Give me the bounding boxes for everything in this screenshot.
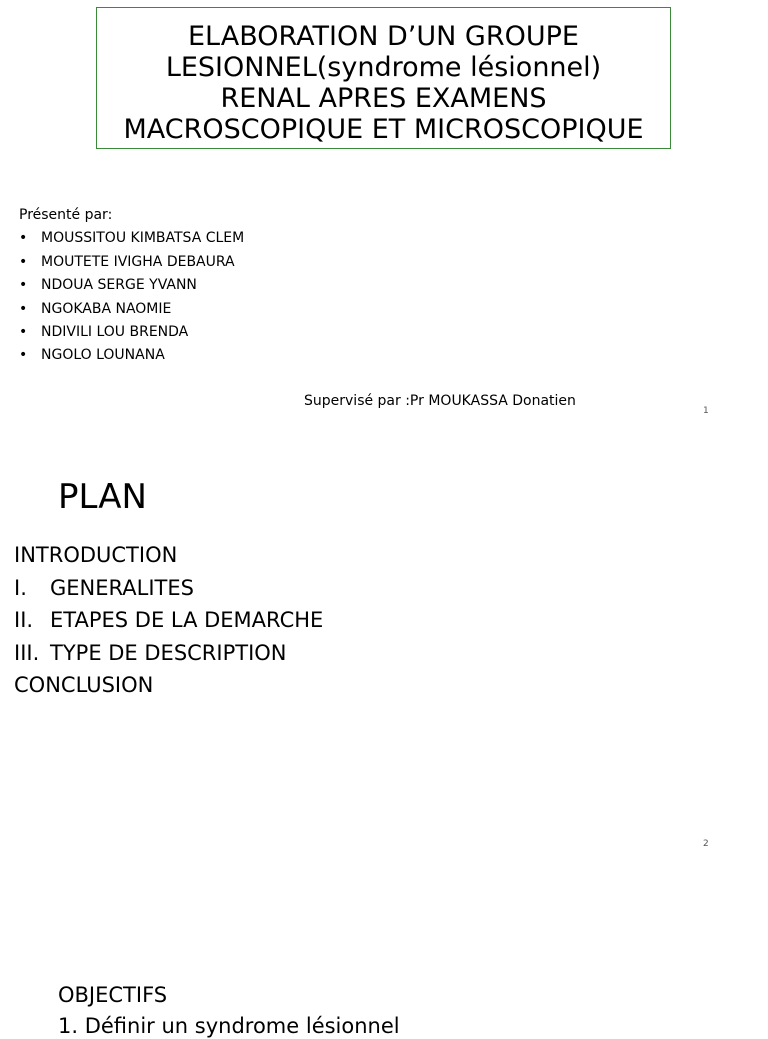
plan-item-number: II. xyxy=(14,608,34,632)
plan-item-number: I. xyxy=(14,575,27,600)
slide-3 xyxy=(0,870,768,1038)
plan-item-text: GENERALITES xyxy=(50,575,194,600)
plan-item xyxy=(14,637,323,670)
presenters-list xyxy=(19,227,244,367)
slide-title-box xyxy=(96,7,671,149)
presenter-name: MOUTETE IVIGHA DEBAURA xyxy=(41,253,235,270)
title-line: ELABORATION D’UN GROUPE xyxy=(188,21,579,52)
objectives-title: OBJECTIFS xyxy=(58,983,168,1007)
plan-item xyxy=(14,572,323,605)
plan-item xyxy=(14,604,323,637)
list-item xyxy=(19,298,244,321)
presenters-block xyxy=(19,204,244,368)
title-line: RENAL APRES EXAMENS xyxy=(220,83,547,114)
objective-item: 1. Définir un syndrome lésionnel xyxy=(58,1014,400,1038)
plan-title: PLAN xyxy=(58,477,147,517)
slide-1 xyxy=(0,0,768,430)
bullet-icon: • xyxy=(19,347,28,364)
page-number: 2 xyxy=(703,839,709,849)
plan-item-text: ETAPES DE LA DEMARCHE xyxy=(50,608,324,632)
plan-item-text: CONCLUSION xyxy=(14,673,154,697)
list-item xyxy=(19,344,244,367)
bullet-icon: • xyxy=(19,324,28,341)
presenters-label: Présenté par: xyxy=(19,207,113,223)
list-item xyxy=(19,321,244,344)
presenter-name: NDOUA SERGE YVANN xyxy=(41,277,197,294)
supervisor-line: Supervisé par :Pr MOUKASSA Donatien xyxy=(304,393,576,409)
presenter-name: NGOKABA NAOMIE xyxy=(41,300,172,317)
plan-item-text: INTRODUCTION xyxy=(14,543,178,567)
plan-item xyxy=(14,539,323,572)
list-item xyxy=(19,227,244,250)
bullet-icon: • xyxy=(19,230,28,247)
presenter-name: MOUSSITOU KIMBATSA CLEM xyxy=(41,230,245,247)
plan-item xyxy=(14,669,323,702)
bullet-icon: • xyxy=(19,277,28,294)
bullet-icon: • xyxy=(19,300,28,317)
plan-item-text: TYPE DE DESCRIPTION xyxy=(50,640,287,665)
presenter-name: NGOLO LOUNANA xyxy=(41,347,165,364)
bullet-icon: • xyxy=(19,253,28,270)
presenter-name: NDIVILI LOU BRENDA xyxy=(41,324,189,341)
list-item xyxy=(19,251,244,274)
plan-item-number: III. xyxy=(14,640,40,665)
title-line: LESIONNEL(syndrome lésionnel) xyxy=(165,52,602,83)
plan-list xyxy=(14,539,323,702)
slide-2 xyxy=(0,435,768,865)
title-line: MACROSCOPIQUE ET MICROSCOPIQUE xyxy=(123,114,644,145)
list-item xyxy=(19,274,244,297)
page-number: 1 xyxy=(703,406,709,416)
